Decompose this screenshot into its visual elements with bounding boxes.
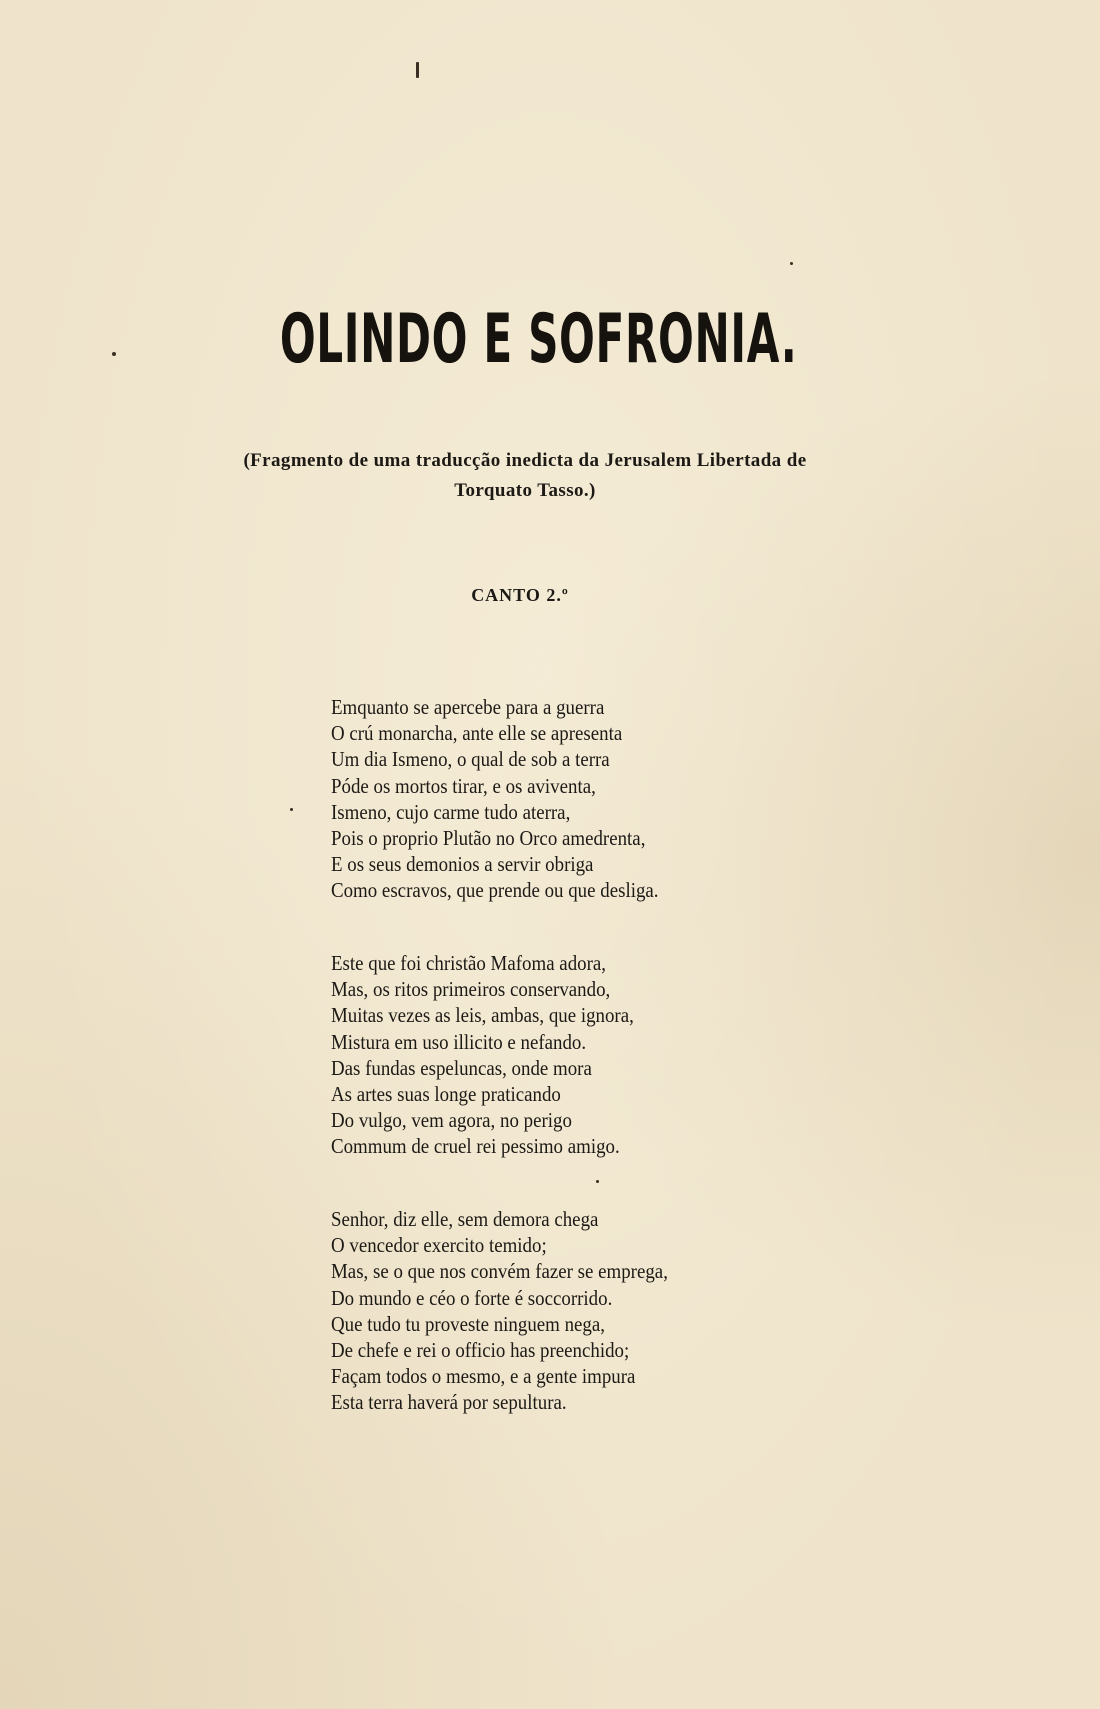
- verse-line: As artes suas longe praticando: [331, 1082, 561, 1107]
- verse-line: De chefe e rei o officio has preenchido;: [331, 1338, 630, 1363]
- verse-line: Mas, se o que nos convém fazer se emprega,: [331, 1259, 668, 1284]
- verse-line: Das fundas espeluncas, onde mora: [331, 1055, 592, 1080]
- stanza-1: [331, 694, 695, 904]
- ink-speck: [790, 262, 793, 265]
- verse-line: O crú monarcha, ante elle se apresenta: [331, 721, 623, 746]
- verse-line: Senhor, diz elle, sem demora chega: [331, 1207, 599, 1231]
- verse-line: Como escravos, que prende ou que desliga.: [331, 878, 659, 903]
- poem-title: OLINDO E SOFRONIA.: [279, 300, 798, 379]
- ink-speck: [112, 352, 116, 356]
- canto-heading: CANTO 2.º: [471, 585, 569, 605]
- verse-line: Do mundo e céo o forte é soccorrido.: [331, 1285, 613, 1310]
- ink-speck: [290, 808, 293, 811]
- verse-line: Este que foi christão Mafoma adora,: [331, 951, 607, 975]
- verse-line: Muitas vezes as leis, ambas, que ignora,: [331, 1003, 634, 1028]
- verse-line: E os seus demonios a servir obriga: [331, 852, 594, 877]
- subtitle-line-2: Torquato Tasso.): [454, 480, 596, 501]
- verse-line: Mistura em uso illicito e nefando.: [331, 1029, 587, 1054]
- verse-line: Que tudo tu proveste ninguem nega,: [331, 1311, 605, 1336]
- verse-line: Commum de cruel rei pessimo amigo.: [331, 1134, 620, 1159]
- ink-speck: [596, 1180, 599, 1183]
- verse-line: Ismeno, cujo carme tudo aterra,: [331, 799, 571, 824]
- verse-line: Póde os mortos tirar, e os aviventa,: [331, 773, 596, 798]
- verse-line: Façam todos o mesmo, e a gente impura: [331, 1364, 636, 1389]
- poem-subtitle: [195, 446, 855, 506]
- stanza-3: [331, 1206, 705, 1416]
- verse-line: Do vulgo, vem agora, no perigo: [331, 1108, 572, 1133]
- verse-line: Mas, os ritos primeiros conservando,: [331, 977, 611, 1002]
- verse-line: O vencedor exercito temido;: [331, 1233, 547, 1258]
- verse-line: Um dia Ismeno, o qual de sob a terra: [331, 747, 610, 772]
- verse-line: Esta terra haverá por sepultura.: [331, 1390, 567, 1415]
- subtitle-line-1: (Fragmento de uma traducção inedicta da Jerusalem Libertada de: [243, 450, 807, 471]
- stanza-2: [331, 950, 668, 1160]
- verse-line: Pois o proprio Plutão no Orco amedrenta,: [331, 826, 646, 851]
- ink-speck: [416, 62, 419, 78]
- verse-line: Emquanto se apercebe para a guerra: [331, 695, 605, 719]
